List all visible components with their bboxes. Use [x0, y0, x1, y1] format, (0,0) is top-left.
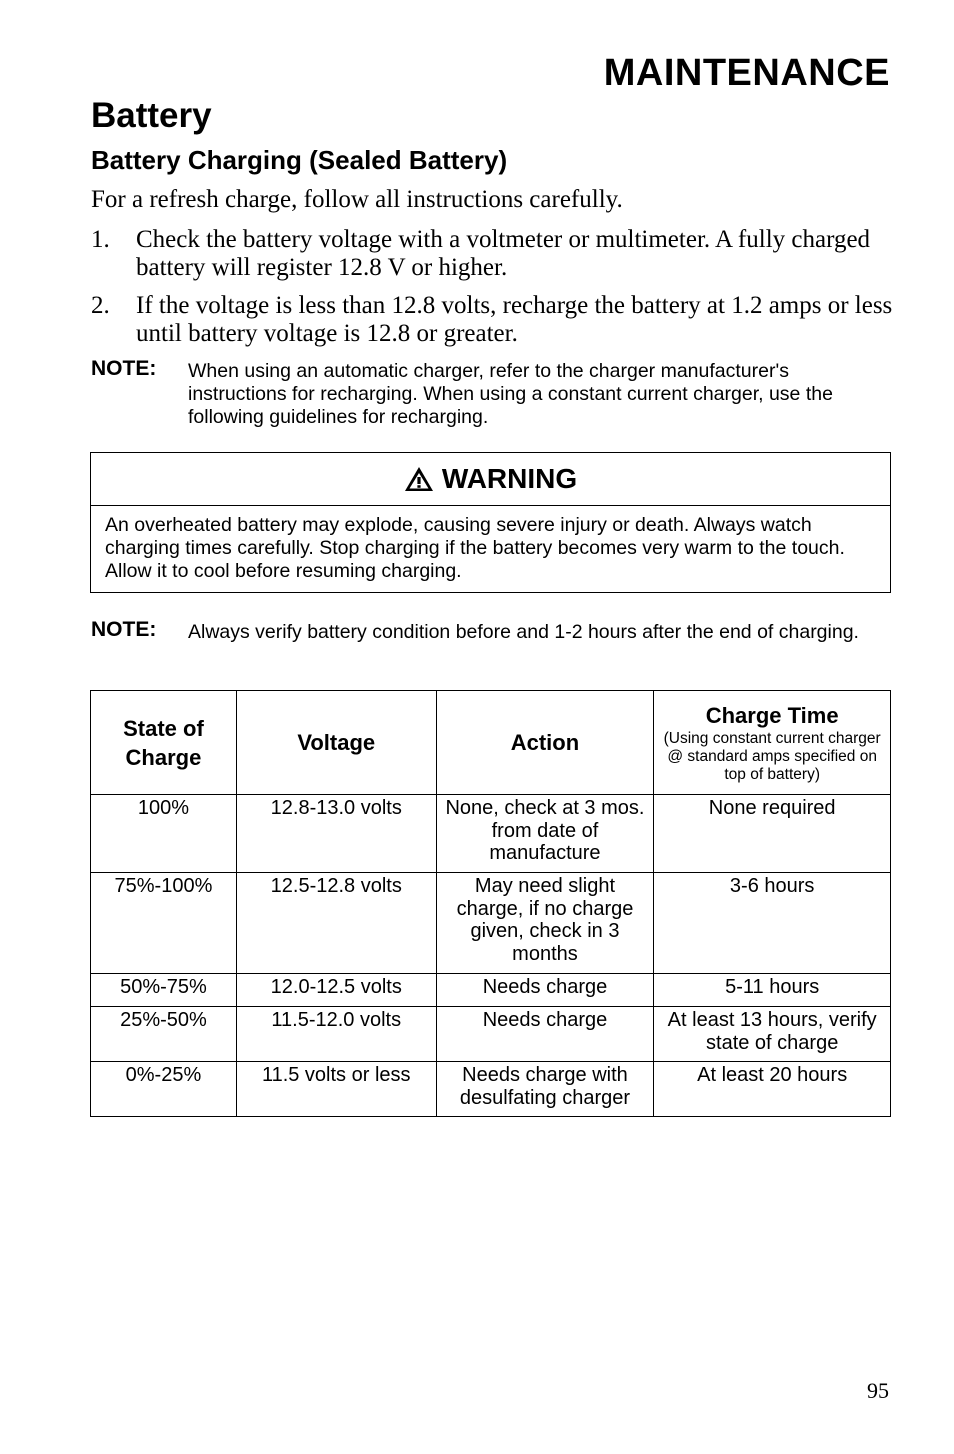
table-cell: Needs charge — [436, 974, 654, 1007]
note-text: Always verify battery condition before and 1-2 hours after the end of charging. — [188, 621, 859, 643]
table-cell: 12.0-12.5 volts — [236, 974, 436, 1007]
warning-title: WARNING — [441, 463, 578, 494]
table-row — [91, 873, 891, 974]
column-header: Action — [436, 691, 654, 795]
step-number: 1. — [91, 226, 110, 253]
step-text: Check the battery voltage with a voltmeter or multimeter. A fully charged battery will register 12.8 V or higher. — [136, 226, 871, 281]
subheading: Battery Charging (Sealed Battery) — [91, 145, 508, 175]
warning-header — [91, 453, 890, 506]
warning-triangle-icon — [404, 466, 434, 492]
page-heading: Battery — [91, 96, 212, 135]
table-row — [91, 795, 891, 873]
table-cell: 25%-50% — [91, 1007, 237, 1062]
step-number: 2. — [91, 292, 110, 319]
column-header: Charge Time — [705, 703, 839, 728]
table-cell: 100% — [91, 795, 237, 873]
column-header: State of Charge — [91, 691, 237, 795]
charge-table — [90, 690, 891, 1117]
table-cell: At least 13 hours, verify state of charge — [654, 1007, 891, 1062]
intro-paragraph: For a refresh charge, follow all instructions carefully. — [91, 186, 623, 213]
table-header-row — [91, 691, 891, 795]
column-header: Voltage — [236, 691, 436, 795]
note-label: NOTE: — [91, 357, 157, 380]
table-cell: Needs charge with desulfating charger — [436, 1062, 654, 1117]
warning-box — [90, 452, 891, 593]
table-cell: At least 20 hours — [654, 1062, 891, 1117]
column-header-charge-time — [654, 691, 891, 795]
table-cell: 12.5-12.8 volts — [236, 873, 436, 974]
table-cell: 0%-25% — [91, 1062, 237, 1117]
table-cell: Needs charge — [436, 1007, 654, 1062]
table-cell: 11.5 volts or less — [236, 1062, 436, 1117]
table-cell: 3-6 hours — [654, 873, 891, 974]
note-label: NOTE: — [91, 618, 157, 641]
table-cell: None required — [654, 795, 891, 873]
table-cell: 12.8-13.0 volts — [236, 795, 436, 873]
section-title: MAINTENANCE — [603, 52, 890, 94]
table-cell: None, check at 3 mos. from date of manufacture — [436, 795, 654, 873]
table-cell: 5-11 hours — [654, 974, 891, 1007]
table-row — [91, 1062, 891, 1117]
table-cell: May need slight charge, if no charge given, check in 3 months — [436, 873, 654, 974]
table-cell: 50%-75% — [91, 974, 237, 1007]
note-text: When using an automatic charger, refer to the charger manufacturer's instructions for recharging. When using a constant current charger, use the following guidelines for recharging. — [188, 360, 833, 428]
step-text: If the voltage is less than 12.8 volts, recharge the battery at 1.2 amps or less until battery voltage is 12.8 or greater. — [136, 292, 893, 347]
column-header-note: (Using constant current charger @ standard amps specified on top of battery) — [663, 730, 881, 783]
table-row — [91, 974, 891, 1007]
table-row — [91, 1007, 891, 1062]
table-cell: 11.5-12.0 volts — [236, 1007, 436, 1062]
table-cell: 75%-100% — [91, 873, 237, 974]
page-number: 95 — [867, 1378, 889, 1403]
warning-text: An overheated battery may explode, causing severe injury or death. Always watch charging times carefully. Stop charging if the battery becomes very warm to the touch. Allow it to cool before resuming charging. — [105, 514, 845, 582]
